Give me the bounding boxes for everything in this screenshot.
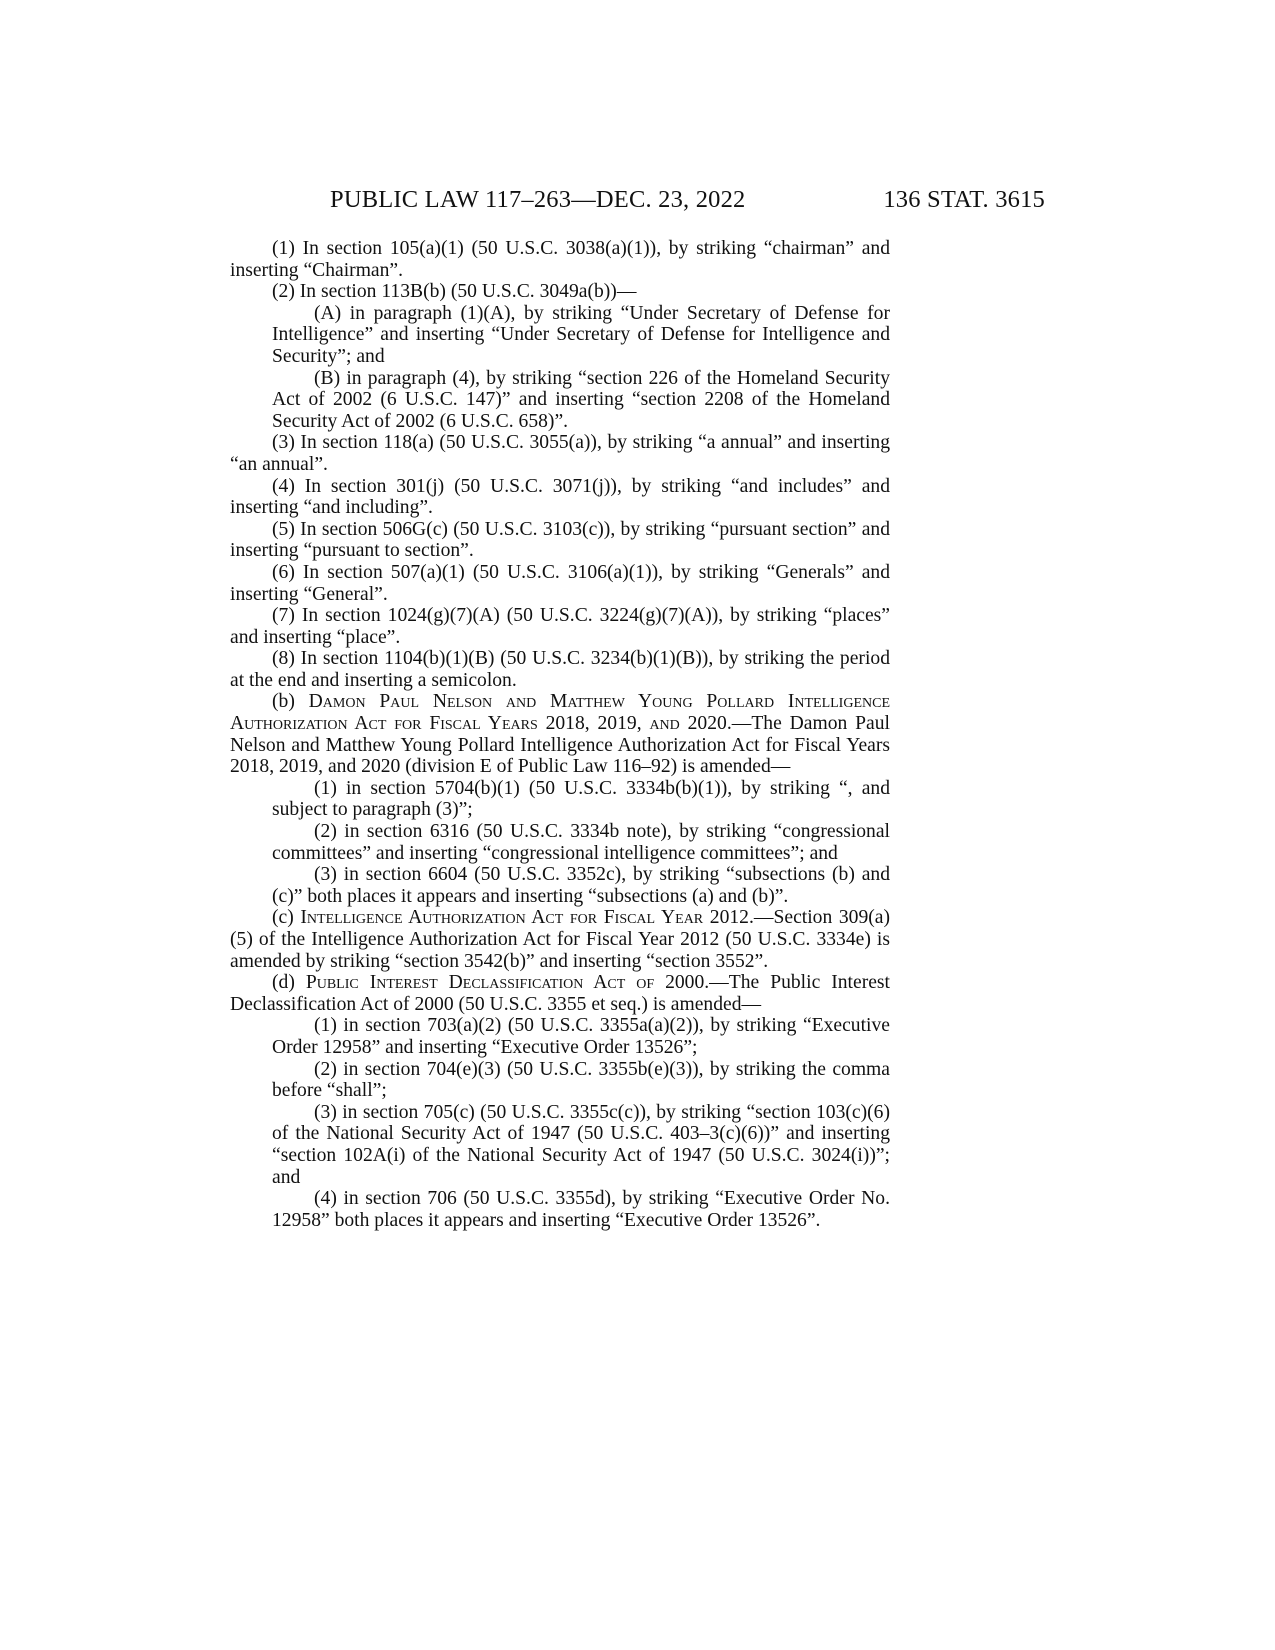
amendment-a8: (8) In section 1104(b)(1)(B) (50 U.S.C. 3234(b)(1)(B)), by striking the period at the end and inserting a semicolon. [230,648,890,691]
page-number: 136 STAT. 3615 [883,186,1045,213]
subsection-d-heading: Public Interest Declassification Act of 2000. [305,972,710,994]
subsection-b-item-2: (2) in section 6316 (50 U.S.C. 3334b note), by striking “congressional committees” and inserting “congressional intelligence committees”; and [272,821,890,864]
subsection-c [230,907,890,972]
subsection-d-item-1: (1) in section 703(a)(2) (50 U.S.C. 3355a(a)(2)), by striking “Executive Order 12958” and inserting “Executive Order 13526”; [272,1015,890,1058]
subsection-b-heading: Damon Paul Nelson and Matthew Young Pollard Intelligence Authorization Act for Fiscal Years 2018, 2019, and 2020. [230,691,891,735]
amendment-a4: (4) In section 301(j) (50 U.S.C. 3071(j)), by striking “and includes” and inserting “and including”. [230,475,890,519]
subsection-d-label: (d) [272,972,295,994]
amendment-a6: (6) In section 507(a)(1) (50 U.S.C. 3106(a)(1)), by striking “Generals” and inserting “General”. [230,561,890,605]
amendment-a2A: (A) in paragraph (1)(A), by striking “Under Secretary of Defense for Intelligence” and inserting “Under Secretary of Defense for Intelligence and Security”; and [272,302,890,367]
amendment-a2B: (B) in paragraph (4), by striking “section 226 of the Homeland Security Act of 2002 (6 U.S.C. 147)” and inserting “section 2208 of the Homeland Security Act of 2002 (6 U.S.C. 658)”. [272,367,890,432]
subsection-d [230,972,890,1015]
subsection-c-label: (c) [272,907,294,929]
subsection-d-text: —The Public Interest Declassification Act of 2000 (50 U.S.C. 3355 et seq.) is amended— [230,972,890,1015]
amendment-a2: (2) In section 113B(b) (50 U.S.C. 3049a(b))— [272,281,637,303]
amendment-a1: (1) In section 105(a)(1) (50 U.S.C. 3038(a)(1)), by striking “chairman” and inserting “Chairman”. [230,238,890,281]
subsection-b-text: —The Damon Paul Nelson and Matthew Young Pollard Intelligence Authorization Act for Fiscal Years 2018, 2019, and 2020 (division E of Public Law 116–92) is amended— [230,713,890,778]
subsection-c-heading: Intelligence Authorization Act for Fiscal Year 2012. [300,907,754,929]
law-body [230,238,890,1231]
running-header-title: PUBLIC LAW 117–263—DEC. 23, 2022 [330,186,746,213]
subsection-d-item-4: (4) in section 706 (50 U.S.C. 3355d), by striking “Executive Order No. 12958” both places it appears and inserting “Executive Order 13526”. [272,1188,890,1231]
subsection-b-label: (b) [272,691,295,713]
amendment-a5: (5) In section 506G(c) (50 U.S.C. 3103(c)), by striking “pursuant section” and inserting “pursuant to section”. [230,518,890,562]
amendment-a3: (3) In section 118(a) (50 U.S.C. 3055(a)), by striking “a annual” and inserting “an annual”. [230,432,890,475]
subsection-c-text: —Section 309(a)(5) of the Intelligence Authorization Act for Fiscal Year 2012 (50 U.S.C. 3334e) is amended by striking “section 3542(b)” and inserting “section 3552”. [230,907,891,972]
subsection-d-item-2: (2) in section 704(e)(3) (50 U.S.C. 3355b(e)(3)), by striking the comma before “shall”; [272,1058,890,1102]
subsection-b-item-1: (1) in section 5704(b)(1) (50 U.S.C. 3334b(b)(1)), by striking “, and subject to paragraph (3)”; [272,777,890,821]
subsection-b [230,691,890,777]
subsection-d-item-3: (3) in section 705(c) (50 U.S.C. 3355c(c)), by striking “section 103(c)(6) of the National Security Act of 1947 (50 U.S.C. 403–3(c)(6))” and inserting “section 102A(i) of the National Security Act of 1947 (50 U.S.C. 3024(i))”; and [272,1101,890,1188]
amendment-a7: (7) In section 1024(g)(7)(A) (50 U.S.C. 3224(g)(7)(A)), by striking “places” and inserting “place”. [230,605,890,648]
subsection-b-item-3: (3) in section 6604 (50 U.S.C. 3352c), by striking “subsections (b) and (c)” both places it appears and inserting “subsections (a) and (b)”. [272,864,890,907]
